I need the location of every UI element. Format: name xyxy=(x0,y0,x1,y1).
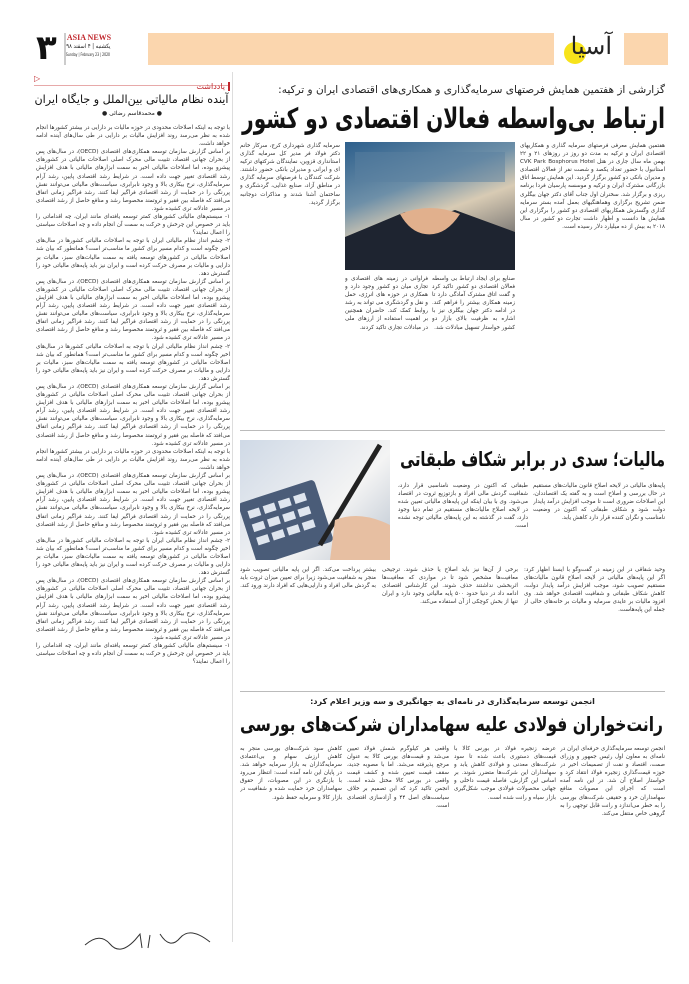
divider xyxy=(240,430,665,431)
paragraph: بر اساس گزارش سازمان توسعه همکاری‌های اقتصادی (OECD)، در سال‌های پس از بحران جهانی اقتصاد، تثبیت مالی محرک اصلی اصلاحات مالیاتی در کشورهای پیشرو بوده، اما اصلاحات مالیاتی اخیر به سمت ابزارهای مالیاتی با هدف افزایش رشد اقتصادی تغییر جهت داده است. در شرایط رشد اقتصادی پایین، رشد آرام سرمایه‌گذاری، نرخ بیکاری بالا و وجود نابرابری، سیاست‌های مالیاتی می‌توانند نقش پررنگی را در حمایت از رشد اقتصادی فراگیر ایفا کنند. رشد فراگیر زمانی اتفاق می‌افتد که فاصله بین فقیر و ثروتمند مخصوصا رشد و منافع حاصل از رشد اقتصادی در مسیر عادلانه تری کشیده شود. xyxy=(36,278,230,342)
steel-column-1: انجمن توسعه سرمایه‌گذاری حرفه‌ای ایران در نامه‌ای به معاون اول رئیس جمهور و وزرای صمت، اقتصاد و نفت از تصمیمات اخیر در حوزه قیمت‌گذاری زنجیره فولاد انتقاد کرد و خواستار اصلاح آن شد. در این نامه آمده است که اجرای این مصوبات منافع سهامداران خرد و حقیقی شرکت‌های بورسی را به خطر می‌اندازد و رانت قابل توجهی را به گروهی خاص منتقل می‌کند. xyxy=(560,746,665,817)
tax-column-4: برخی از آن‌ها نیز باید اصلاح یا حذف شوند. ترجیحی معافیت‌ها مشخص شود تا در مواردی که معافیت‌ها اثربخشی نداشتند حذف شوند. این کارشناس اقتصادی ادامه داد در دنیا حدود ۵۰۰ پایه مالیاتی وجود دارد و ایران تنها از بخش کوچکی از آن استفاده می‌کند. xyxy=(382,567,518,606)
opinion-header xyxy=(34,74,230,91)
paragraph: بر اساس گزارش سازمان توسعه همکاری‌های اقتصادی (OECD)، در سال‌های پس از بحران جهانی اقتصاد، تثبیت مالی محرک اصلی اصلاحات مالیاتی در کشورهای پیشرو بوده، اما اصلاحات مالیاتی اخیر به سمت ابزارهای مالیاتی با هدف افزایش رشد اقتصادی تغییر جهت داده است. در شرایط رشد اقتصادی پایین، رشد آرام سرمایه‌گذاری، نرخ بیکاری بالا و وجود نابرابری، سیاست‌های مالیاتی می‌توانند نقش پررنگی را در حمایت از رشد اقتصادی فراگیر ایفا کنند. رشد فراگیر زمانی اتفاق می‌افتد که فاصله بین فقیر و ثروتمند مخصوصا رشد و منافع حاصل از رشد اقتصادی در مسیر عادلانه تری کشیده شود. xyxy=(36,149,230,212)
steel-column-3: واقعی هر کیلوگرم شمش فولاد تعیین می‌شد و قیمت‌های بورس کالا به عنوان مرجع پذیرفته می‌شد. اما با مصوبه جدید، سقف قیمت تعیین شده و کشف قیمت واقعی در بورس کالا مختل شده است. انجمن تاکید کرد که این تصمیم بر خلاف سیاست‌های اصل ۴۴ و آزادسازی اقتصادی است. xyxy=(347,746,449,809)
brand-name-wrap xyxy=(66,33,112,42)
header-band xyxy=(148,33,554,65)
section-label: یادداشت xyxy=(196,82,230,91)
tax-column-5: بیشتر پرداخت می‌کند. اگر این پایه مالیاتی تصویب شود منجر به شفافیت می‌شود زیرا برای تعیین میزان ثروت باید به گردش مالی افراد و دارایی‌هایی که افراد دارند ورود کند. xyxy=(240,567,376,590)
lead-column-3: صنایع برای ایجاد ارتباط بی واسطه فعالان اقتصادی دو کشور تاکید کرد و گفت اتاق مشترک آمادگی دارد تا زمینه همکاری بیشتر را فراهم کند. در ادامه دکتر جهان بیگلری نیز با اشاره به ظرفیت بالای بازار دو کشور خواستار تسهیل مبادلات شد. xyxy=(432,276,515,331)
lead-kicker-wrap xyxy=(240,84,665,96)
calculator-pen-icon xyxy=(240,440,390,560)
paragraph: بر اساس گزارش سازمان توسعه همکاری‌های اقتصادی (OECD)، در سال‌های پس از بحران جهانی اقتصاد، تثبیت مالی محرک اصلی اصلاحات مالیاتی در کشورهای پیشرو بوده، اما اصلاحات مالیاتی اخیر به سمت ابزارهای مالیاتی با هدف افزایش رشد اقتصادی تغییر جهت داده است. در شرایط رشد اقتصادی پایین، رشد آرام سرمایه‌گذاری، نرخ بیکاری بالا و وجود نابرابری، سیاست‌های مالیاتی می‌توانند نقش پررنگی را در حمایت از رشد اقتصادی فراگیر ایفا کنند. رشد فراگیر زمانی اتفاق می‌افتد که فاصله بین فقیر و ثروتمند مخصوصا رشد و منافع حاصل از رشد اقتصادی در مسیر عادلانه تری کشیده شود. xyxy=(36,578,230,641)
opinion-title: آینده نظام مالیاتی بین‌الملل و جایگاه ایران xyxy=(34,92,228,106)
page-number: ۳ xyxy=(36,28,57,68)
steel-kicker: انجمن توسعه سرمایه‌گذاری در نامه‌ای به جهانگیری و سه وزیر اعلام کرد: xyxy=(310,697,595,706)
column-divider xyxy=(232,72,233,942)
paragraph: با توجه به اینکه اصلاحات محدودی در حوزه مالیات بر دارایی در بیشتر کشورها انجام شده به نظر می‌رسد روند افزایش مالیات بر دارایی در طی سال‌های آینده ادامه خواهد داشت. xyxy=(36,448,230,471)
paragraph: ۲- چشم انداز نظام مالیاتی ایران با توجه به اصلاحات مالیاتی کشورها در سال‌های اخیر چگونه است و کدام مسیر برای کشور ما مناسب‌تر است؟ همانطور که بیان شد اصلاحات مالیاتی در کشورهای توسعه یافته به سمت مالیات‌های سبز، مالیات بر دارایی و مالیات بر مصرف حرکت کرده است و ایران نیز باید پایه‌های مالیاتی خود را گسترش دهد. xyxy=(36,343,230,382)
handshake-icon xyxy=(345,142,515,270)
arrow-icon: ▷ xyxy=(34,74,41,83)
brand-name: ASIA NEWS xyxy=(66,33,112,42)
date-persian: یکشنبه | ۴ اسفند ۹۸ xyxy=(65,43,110,50)
steel-headline: رانت‌خواران فولادی علیه سهامداران شرکت‌های بورسی xyxy=(239,712,664,736)
date-english-wrap xyxy=(66,51,112,60)
steel-kicker-wrap xyxy=(240,697,665,706)
date-english: Sunday | February 23 | 2020 xyxy=(65,53,110,58)
lead-headline: ارتباط بی‌واسطه فعالان اقتصادی دو کشور xyxy=(242,102,665,135)
tax-column-3: وحید شقاقی در این زمینه در گفت‌وگو با ایسنا اظهار کرد: اگر این پایه‌های مالیاتی در لایحه اصلاح قانون مالیات‌های مستقیم تصویب شود، موجب افزایش درآمد پایدار دولت، کاهش شکاف طبقاتی و شفافیت اقتصادی خواهد شد. وی افزود مالیات بر عایدی سرمایه و مالیات بر خانه‌های خالی از جمله این پایه‌هاست. xyxy=(524,567,665,614)
paragraph: ۲- چشم انداز نظام مالیاتی ایران با توجه به اصلاحات مالیاتی کشورها در سال‌های اخیر چگونه است و کدام مسیر برای کشور ما مناسب‌تر است؟ همانطور که بیان شد اصلاحات مالیاتی در کشورهای توسعه یافته به سمت مالیات‌های سبز، مالیات بر دارایی و مالیات بر مصرف حرکت کرده است و ایران نیز باید پایه‌های مالیاتی خود را گسترش دهد. xyxy=(36,537,230,577)
date-persian-wrap xyxy=(66,42,112,51)
lead-column-2: سرمایه گذاری شهرداری کرج، سرکار خانم دکتر فولاد فر مدیر کل سرمایه گذاری استانداری قزوین، نمایندگان شرکتهای ترکیه ای و ایرانی و مدیران بانکی حضور داشتند. شرکت کنندگان با فرصتهای سرمایه گذاری در مناطق آزاد، صنایع غذایی، گردشگری و ساختمان آشنا شدند و مذاکرات دوجانبه برگزار گردید. xyxy=(240,143,340,206)
lead-column-4: فراوانی در زمینه های اقتصادی و تجاری میان دو کشور وجود دارد و همکاری در حوزه های انرژی، حمل و نقل و گردشگری می تواند به رشد روابط کمک کند. حاضران همچنین بر اهمیت استفاده از ارزهای ملی در مبادلات تجاری تاکید کردند. xyxy=(345,276,428,331)
logo-text: آسیا xyxy=(570,32,612,60)
tax-headline-wrap xyxy=(398,446,665,472)
newspaper-logo xyxy=(556,30,616,68)
lead-kicker: گزارشی از هفتمین همایش فرصتهای سرمایه‌گذاری و همکاری‌های اقتصادی ایران و ترکیه: xyxy=(278,84,665,96)
paragraph: ۲- چشم انداز نظام مالیاتی ایران با توجه به اصلاحات مالیاتی کشورها در سال‌های اخیر چگونه است و کدام مسیر برای کشور ما مناسب‌تر است؟ همانطور که بیان شد اصلاحات مالیاتی در کشورهای توسعه یافته به سمت مالیات‌های سبز، مالیات بر دارایی و مالیات بر مصرف حرکت کرده است و ایران نیز باید پایه‌های مالیاتی خود را گسترش دهد. xyxy=(36,238,230,277)
paragraph: با توجه به اینکه اصلاحات محدودی در حوزه مالیات بر دارایی در بیشتر کشورها انجام شده به نظر می‌رسد روند افزایش مالیات بر دارایی در طی سال‌های آینده ادامه خواهد داشت. xyxy=(36,125,230,148)
steel-headline-wrap xyxy=(240,711,665,737)
date-box xyxy=(64,33,112,65)
header-band-right xyxy=(624,33,668,65)
lead-column-1: هفتمین همایش معرفی فرصتهای سرمایه گذاری و همکاریهای اقتصادی ایران و ترکیه به مدت دو روز در روزهای ۲۱ و ۲۲ بهمن ماه سال جاری در هتل CVK Park Bosphorus Hotel استانبول با حضور تعداد یکصد و شصت نفر از فعالان اقتصادی و مدیران بانکی دو کشور برگزار گردید. این همایش توسط اتاق بازرگانی مشترک ایران و ترکیه و موسسه پارسیان فردا برنامه ریزی و برگزار شد. سخنران اول جناب آقای دکتر جهان بیگلری ضمن تشریح برگزاری وهماهنگیهای بعمل آمده بستر سرمایه گذاری وگسترش همکاریهای اقتصادی دو کشور را برگزاری این همایش ها دانست و اظهار داشت تجارت دو کشور در سال ۲۰۱۸ به بیش از ده میلیارد دلار رسیده است. xyxy=(520,143,665,230)
paragraph: بر اساس گزارش سازمان توسعه همکاری‌های اقتصادی (OECD)، در سال‌های پس از بحران جهانی اقتصاد، تثبیت مالی محرک اصلی اصلاحات مالیاتی در کشورهای پیشرو بوده، اما اصلاحات مالیاتی اخیر به سمت ابزارهای مالیاتی با هدف افزایش رشد اقتصادی تغییر جهت داده است. در شرایط رشد اقتصادی پایین، رشد آرام سرمایه‌گذاری، نرخ بیکاری بالا و وجود نابرابری، سیاست‌های مالیاتی می‌توانند نقش پررنگی را در حمایت از رشد اقتصادی فراگیر ایفا کنند. رشد فراگیر زمانی اتفاق می‌افتد که فاصله بین فقیر و ثروتمند مخصوصا رشد و منافع حاصل از رشد اقتصادی در مسیر عادلانه تری کشیده شود. xyxy=(36,473,230,536)
lead-headline-wrap xyxy=(240,102,665,136)
tax-headline: مالیات؛ سدی در برابر شکاف طبقاتی xyxy=(400,447,665,471)
tax-column-2: طبقاتی که اکنون در وضعیت نامناسبی قرار دارد، شفافیت گردش مالی افراد و بازتوزیع ثروت در اقتصاد می‌شود. وی با بیان اینکه این پایه‌های مالیاتی تعیین شده در لایحه اصلاح مالیات‌های مستقیم در تمام دنیا وجود دارد، گفت در گذشته به این پایه‌های مالیاتی توجه نشده است. xyxy=(398,483,528,530)
divider xyxy=(240,691,665,692)
paragraph: بر اساس گزارش سازمان توسعه همکاری‌های اقتصادی (OECD)، در سال‌های پس از بحران جهانی اقتصاد، تثبیت مالی محرک اصلی اصلاحات مالیاتی در کشورهای پیشرو بوده، اما اصلاحات مالیاتی اخیر به سمت ابزارهای مالیاتی با هدف افزایش رشد اقتصادی تغییر جهت داده است. در شرایط رشد اقتصادی پایین، رشد آرام سرمایه‌گذاری، نرخ بیکاری بالا و وجود نابرابری، سیاست‌های مالیاتی می‌توانند نقش پررنگی را در حمایت از رشد اقتصادی فراگیر ایفا کنند. رشد فراگیر زمانی اتفاق می‌افتد که فاصله بین فقیر و ثروتمند مخصوصا رشد و منافع حاصل از رشد اقتصادی در مسیر عادلانه تری کشیده شود. xyxy=(36,384,230,447)
opinion-author: ● محمدقاسم رضائی ● xyxy=(101,110,163,117)
handshake-photo xyxy=(345,142,515,270)
opinion-body xyxy=(36,124,230,924)
steel-column-2: عرضه زنجیره فولاد در بورس کالا با قیمت‌های دستوری باعث شده تا سود شرکت‌های معدنی و فولادی کاهش یابد و سهامداران این شرکت‌ها متضرر شوند. بر اساس این گزارش، فاصله قیمت داخلی و جهانی محصولات فولادی موجب شکل‌گیری بازار سیاه و رانت شده است. xyxy=(454,746,556,801)
paragraph: ۱- سیستم‌های مالیاتی کشورهای کمتر توسعه یافته‌ای مانند ایران، چه اقداماتی را باید در خصوص این چرخش و حرکت به سمت آن انجام داده و چه اصلاحات سیاستی را اعمال نمایند؟ xyxy=(36,214,230,237)
paragraph: ۱- سیستم‌های مالیاتی کشورهای کمتر توسعه یافته‌ای مانند ایران، چه اقداماتی را باید در خصوص این چرخش و حرکت به سمت آن انجام داده و چه اصلاحات سیاستی را اعمال نمایند؟ xyxy=(36,643,230,666)
signature xyxy=(80,930,220,952)
steel-column-4: کاهش سود شرکت‌های بورسی منجر به کاهش ارزش سهام و بی‌اعتمادی سرمایه‌گذاران به بازار سرمایه خواهد شد. در پایان این نامه آمده است: انتظار می‌رود با بازنگری در این مصوبات، از حقوق سهامداران خرد حمایت شده و شفافیت در بازار کالا و سرمایه حفظ شود. xyxy=(240,746,342,801)
tax-column-1: پایه‌های مالیاتی در لایحه اصلاح قانون مالیات‌های مستقیم در حال بررسی و اصلاح است و به گفته یک اقتصاددان، این اصلاحات ضروری است تا موجب افزایش درآمد پایدار دولت شود و شکاف طبقاتی که اکنون در وضعیت نامناسب و نگران کننده قرار دارد کاهش یابد. xyxy=(533,483,665,522)
calculator-photo xyxy=(240,440,390,560)
